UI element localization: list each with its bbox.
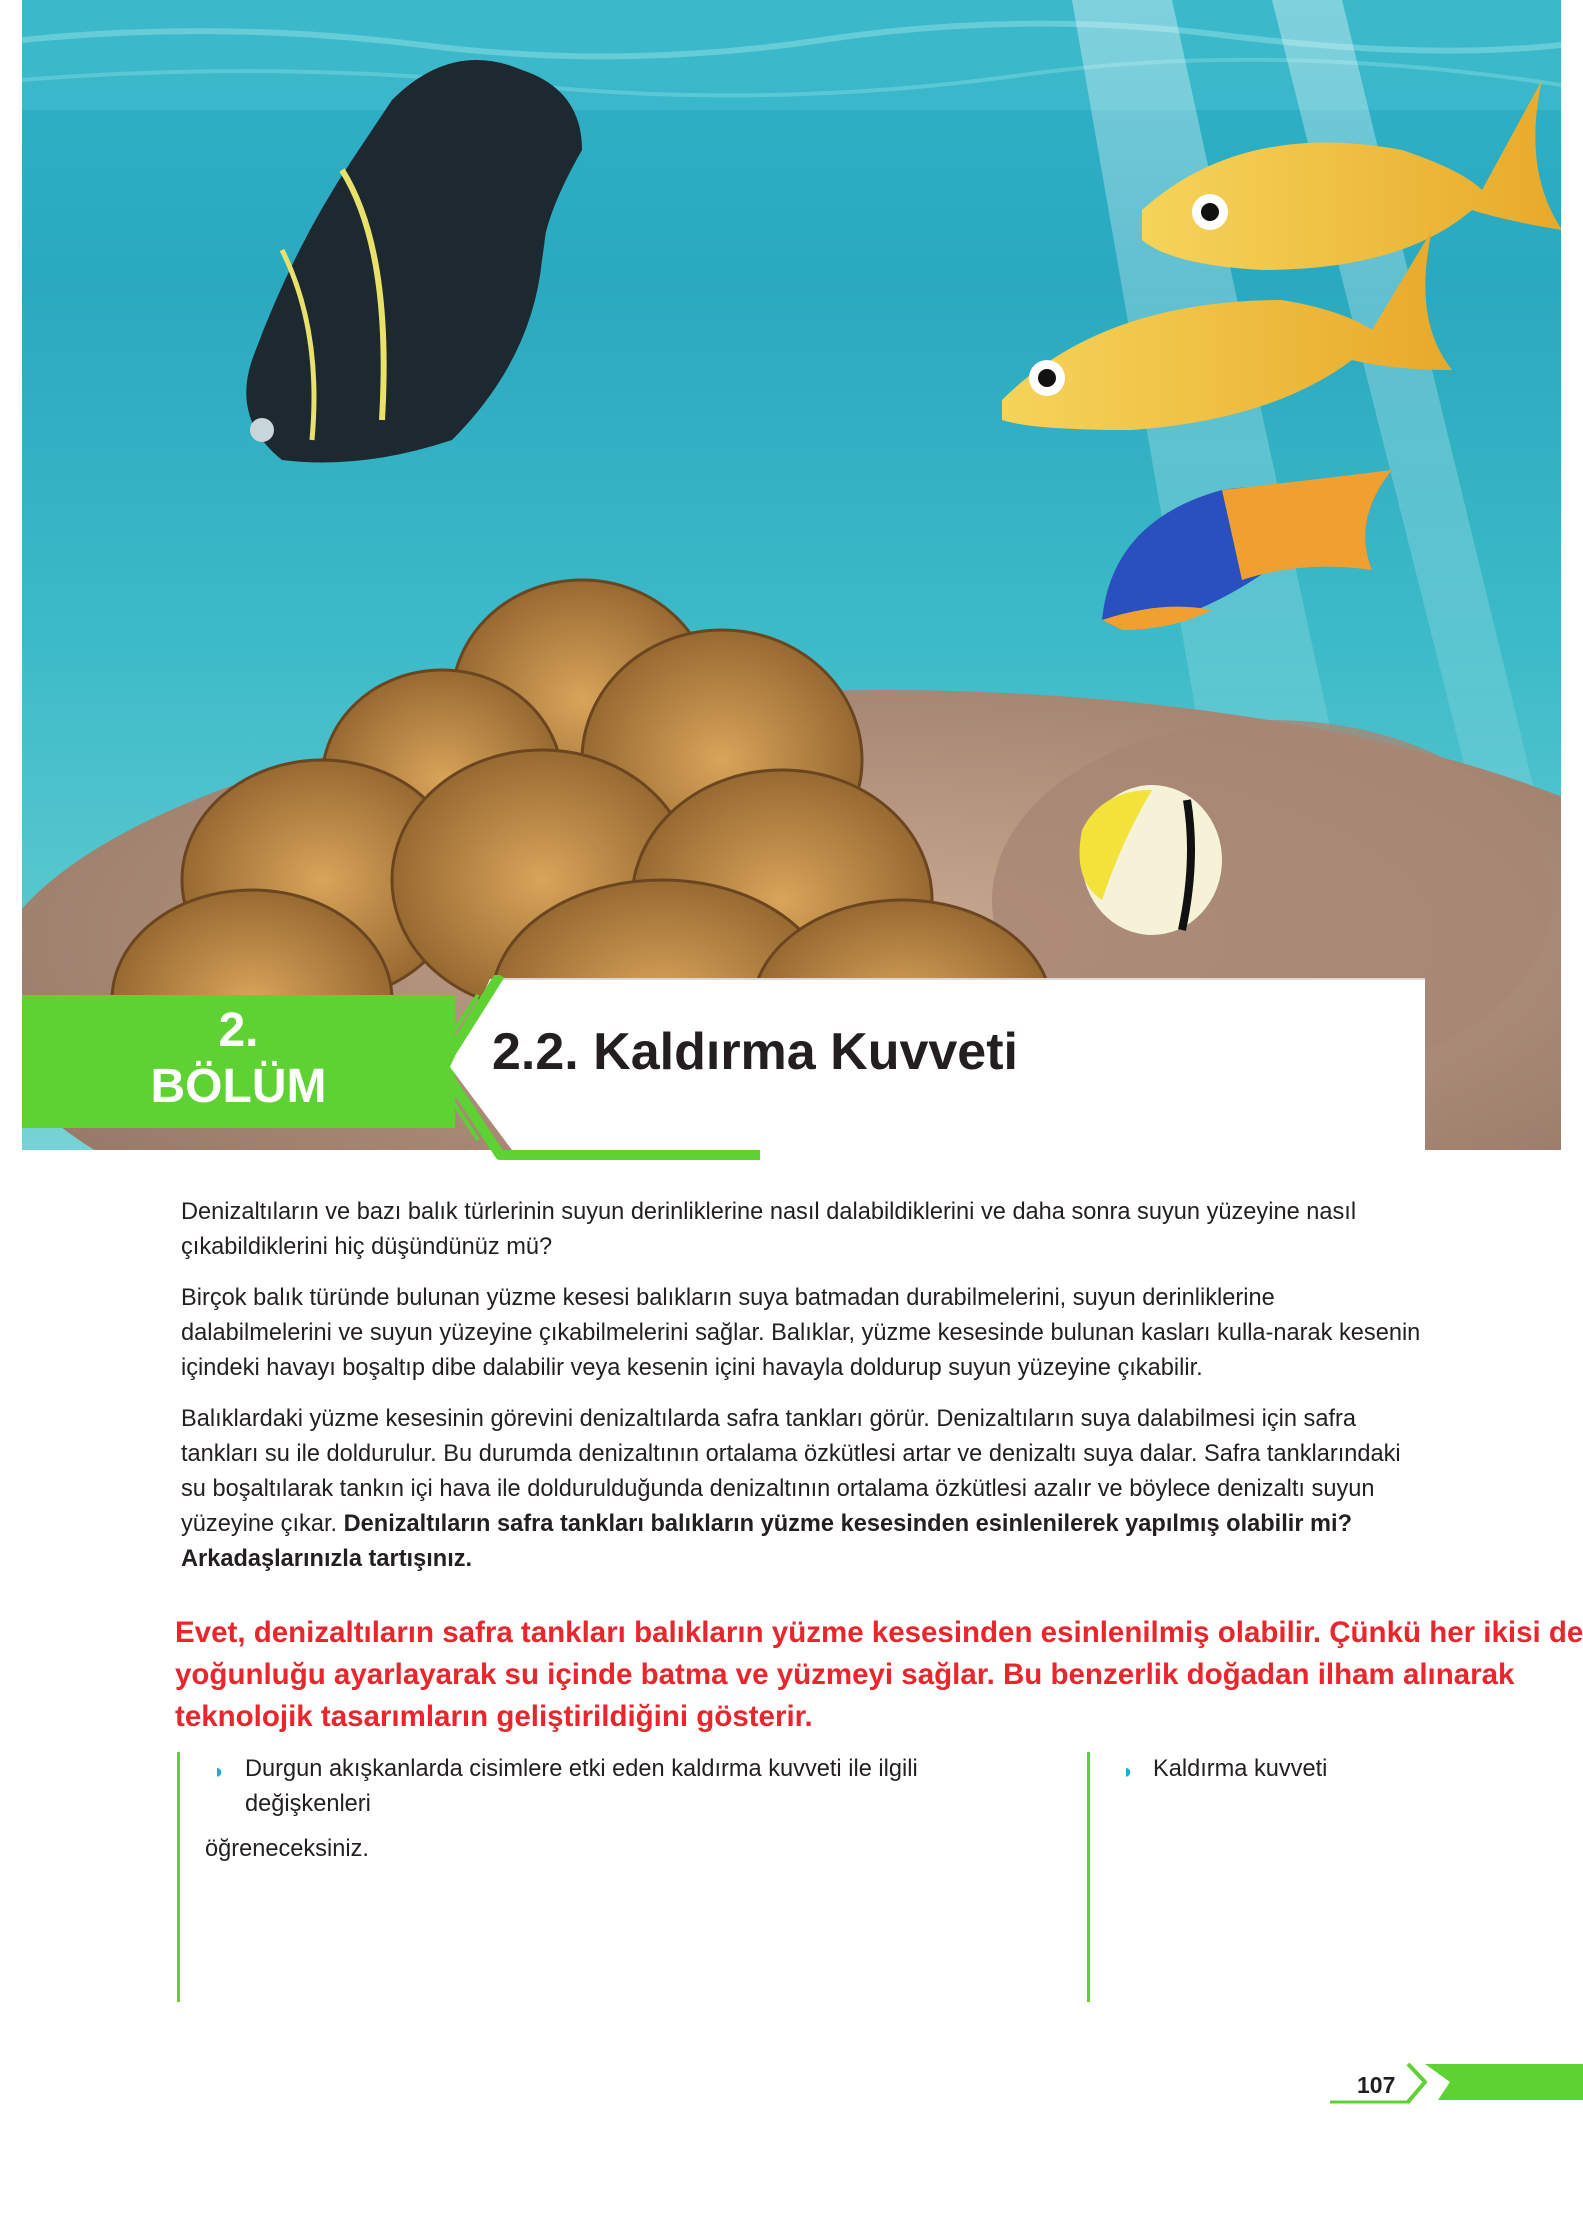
outcomes-divider bbox=[177, 1752, 180, 2002]
outcome-closing: öğreneceksiniz. bbox=[205, 1836, 369, 1862]
bullet-icon: ◗ bbox=[213, 1761, 226, 1783]
chapter-word: BÖLÜM bbox=[150, 1060, 327, 1113]
paragraph-2: Birçok balık türünde bulunan yüzme kesesi balıkların suya batmadan durabilmelerini, suyun derinliklerine dalabilmelerini ve suyun yüzeyine çıkabilmelerini sağlar. Balıklar, yüzme kesesinde bulunan kasları kulla-narak kesenin içindeki havayı boşaltıp dibe dalabilir veya kesenin içini havayla doldurup suyun yüzeyine çıkabilir. bbox=[181, 1285, 1421, 1381]
student-answer: Evet, denizaltıların safra tankları balıkların yüzme kesesinden esinlenilmiş olabilir. Çünkü her ikisi de yoğunluğu ayarlayarak su içinde batma ve yüzmeyi sağlar. Bu benzerlik doğadan ilham alınarak teknolojik tasarımların geliştirildiğini gösterir. bbox=[175, 1616, 1583, 1733]
discussion-question: Denizaltıların safra tankları balıkların yüzme kesesinden esinlenilerek yapılmış olabilir mi? Arkadaşlarınızla tartışınız. bbox=[181, 1511, 1353, 1572]
concept-item: Kaldırma kuvveti bbox=[1153, 1756, 1328, 1782]
chapter-number: 2. bbox=[218, 1004, 259, 1057]
paragraph-3 bbox=[181, 1402, 1421, 1577]
angelfish-shape bbox=[246, 60, 582, 463]
paragraph-1: Denizaltıların ve bazı balık türlerinin suyun derinliklerine nasıl dalabildiklerini ve daha sonra suyun yüzeyine nasıl çıkabildiklerini hiç düşündünüz mü? bbox=[181, 1199, 1357, 1260]
page-number: 107 bbox=[1357, 2072, 1396, 2098]
chapter-label bbox=[22, 995, 455, 1115]
paragraph-3-text: Balıklardaki yüzme kesesinin görevini denizaltılarda safra tankları görür. Denizaltıların suya dalabilmesi için safra tankları su ile doldurulur. Bu durumda denizaltının ortalama özkütlesi artar ve denizaltı suya dalar. Safra tanklarındaki su boşaltılarak tankın içi hava ile doldurulduğunda denizaltının ortalama özkütlesi azalır ve böylece denizaltı suyun yüzeyine çıkar. bbox=[181, 1406, 1401, 1537]
bullet-icon: ◗ bbox=[1122, 1761, 1135, 1783]
concepts-divider bbox=[1087, 1752, 1090, 2002]
intro-text bbox=[181, 1195, 1421, 1593]
section-title: 2.2. Kaldırma Kuvveti bbox=[492, 1023, 1018, 1081]
outcome-item: Durgun akışkanlarda cisimlere etki eden kaldırma kuvveti ile ilgili değişkenleri bbox=[245, 1756, 918, 1817]
